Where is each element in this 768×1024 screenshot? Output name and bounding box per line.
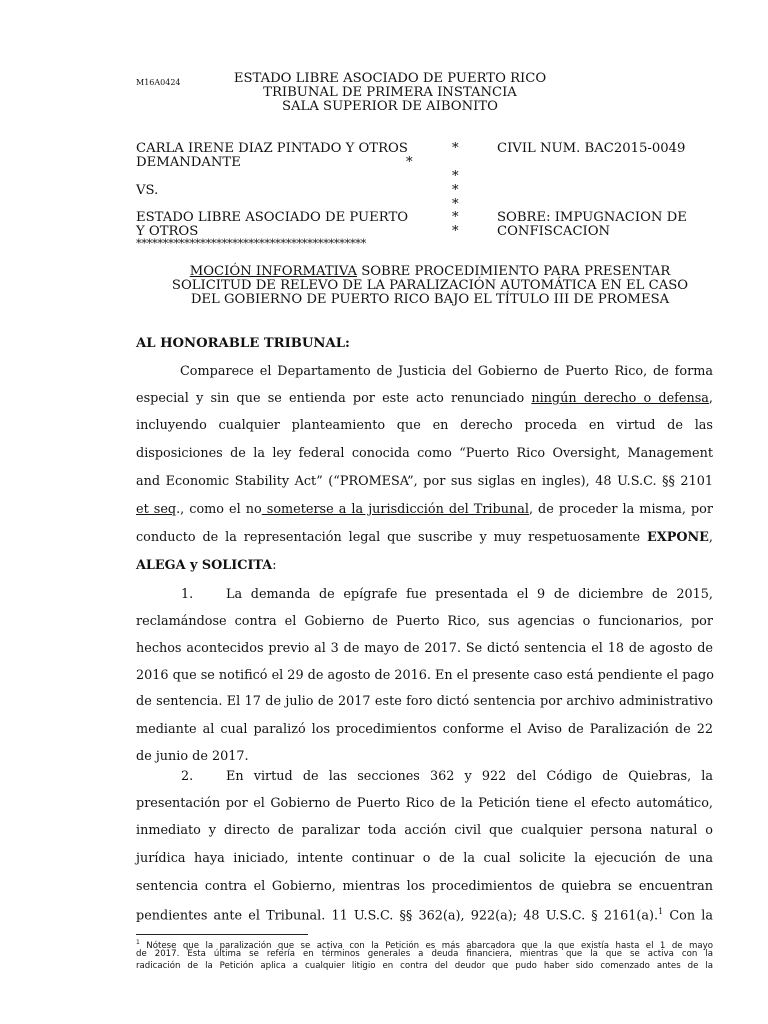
intro-line bbox=[136, 530, 713, 545]
versus-label: VS. bbox=[136, 183, 159, 198]
paragraph-line: jurídica haya iniciado, intente continuar o de la cual solicite la ejecución de una bbox=[136, 851, 713, 866]
paragraph-line: hechos acontecidos previo al 3 de mayo de 2017. Se dictó sentencia el 18 de agosto de bbox=[136, 641, 713, 656]
motion-title-underlined: MOCIÓN INFORMATIVA bbox=[189, 264, 357, 279]
case-subject-detail: CONFISCACION bbox=[497, 224, 611, 239]
caption-star: * bbox=[452, 169, 459, 184]
case-number: CIVIL NUM. BAC2015-0049 bbox=[497, 141, 686, 156]
caption-star: * bbox=[452, 141, 459, 156]
paragraph-line: sentencia contra el Gobierno, mientras los procedimientos de quiebra se encuentran bbox=[136, 879, 713, 894]
intro-text: , bbox=[708, 530, 713, 545]
caption-star: * bbox=[406, 155, 413, 170]
intro-text: : bbox=[272, 558, 277, 573]
court-room: SALA SUPERIOR DE AIBONITO bbox=[282, 99, 498, 114]
paragraph-line bbox=[136, 907, 713, 923]
intro-text: especial y sin que se entienda por este acto renunciado bbox=[136, 391, 532, 406]
footnote-reference[interactable]: 1 bbox=[658, 907, 664, 916]
intro-bold: ALEGA y SOLICITA bbox=[136, 558, 273, 573]
intro-underlined: ningún derecho o defensa bbox=[531, 391, 709, 406]
paragraph-line: inmediato y directo de paralizar toda acción civil que cualquier persona natural o bbox=[136, 823, 713, 838]
intro-text: , de proceder la misma, por bbox=[528, 502, 713, 517]
motion-title bbox=[140, 265, 720, 279]
intro-underlined: et seq bbox=[136, 502, 177, 517]
caption-star: * bbox=[452, 224, 459, 239]
caption-star: * bbox=[452, 210, 459, 225]
caption-separator: ******************************************* bbox=[136, 237, 366, 250]
intro-text: conducto de la representación legal que suscribe y muy respetuosamente bbox=[136, 530, 648, 545]
intro-line bbox=[136, 502, 713, 517]
plaintiff-name: CARLA IRENE DIAZ PINTADO Y OTROS bbox=[136, 141, 408, 156]
footnote-text: Nótese que la paralización que se activa con la Petición es más abarcadora que la que existía hasta el 1 de mayo bbox=[139, 940, 713, 951]
defendant-others: Y OTROS bbox=[136, 224, 199, 239]
paragraph-line: presentación por el Gobierno de Puerto Rico de la Petición tiene el efecto automático, bbox=[136, 796, 713, 811]
footnote-mark: 1 bbox=[136, 939, 140, 946]
footnote-line: radicación de la Petición aplica a cualquier litigio en contra del deudor que pudo haber sido comenzado antes de la bbox=[136, 961, 713, 971]
paragraph-line: reclamándose contra el Gobierno de Puerto Rico, sus agencias o funcionarios, por bbox=[136, 614, 713, 629]
paragraph-line: En virtud de las secciones 362 y 922 del Código de Quiebras, la bbox=[226, 769, 713, 784]
intro-line: and Economic Stability Act” (“PROMESA”, por sus siglas en ingles), 48 U.S.C. §§ 2101 bbox=[136, 474, 713, 489]
footnote-line: de 2017. Esta última se refería en términos generales a deuda financiera, mientras que la que se activa con la bbox=[136, 949, 713, 959]
defendant-name: ESTADO LIBRE ASOCIADO DE PUERTO bbox=[136, 210, 409, 225]
paragraph-text: Con la bbox=[663, 908, 713, 924]
motion-title-rest: SOBRE PROCEDIMIENTO PARA PRESENTAR bbox=[357, 264, 671, 279]
paragraph-line: mediante al cual paralizó los procedimientos conforme el Aviso de Paralización de 22 bbox=[136, 722, 713, 737]
intro-line: incluyendo cualquier planteamiento que en derecho proceda en virtud de las bbox=[136, 418, 713, 433]
intro-line bbox=[136, 558, 713, 573]
intro-line bbox=[136, 391, 713, 406]
intro-text: , bbox=[708, 391, 713, 406]
case-subject: SOBRE: IMPUGNACION DE bbox=[497, 210, 687, 225]
paragraph-line: La demanda de epígrafe fue presentada el 9 de diciembre de 2015, bbox=[226, 587, 713, 602]
paragraph-text: pendientes ante el Tribunal. 11 U.S.C. §§ 362(a), 922(a); 48 U.S.C. § 2161(a). bbox=[136, 908, 659, 924]
paragraph-line: 2016 que se notificó el 29 de agosto de 2016. En el presente caso está pendiente el pago bbox=[136, 668, 714, 683]
intro-underlined: someterse a la jurisdicción del Tribunal bbox=[261, 502, 529, 517]
intro-line: Comparece el Departamento de Justicia del Gobierno de Puerto Rico, de forma bbox=[180, 364, 713, 379]
caption-star: * bbox=[452, 183, 459, 198]
paragraph-line: de sentencia. El 17 de julio de 2017 este foro dictó sentencia por archivo administrativo bbox=[136, 694, 713, 709]
paragraph-number: 2. bbox=[181, 769, 194, 784]
motion-title-line3: DEL GOBIERNO DE PUERTO RICO BAJO EL TÍTULO III DE PROMESA bbox=[190, 292, 670, 307]
paragraph-number: 1. bbox=[181, 587, 194, 602]
intro-bold: EXPONE bbox=[647, 530, 709, 545]
caption-star: * bbox=[452, 197, 459, 212]
plaintiff-role: DEMANDANTE bbox=[136, 155, 241, 170]
intro-line: disposiciones de la ley federal conocida como “Puerto Rico Oversight, Management bbox=[136, 446, 713, 461]
court-name: ESTADO LIBRE ASOCIADO DE PUERTO RICO bbox=[233, 71, 547, 86]
paragraph-line: de junio de 2017. bbox=[136, 749, 249, 764]
intro-text: ., como el no bbox=[176, 502, 262, 517]
salutation: AL HONORABLE TRIBUNAL: bbox=[136, 336, 350, 351]
motion-title-line2: SOLICITUD DE RELEVO DE LA PARALIZACIÓN AUTOMÁTICA EN EL CASO bbox=[171, 278, 689, 293]
footnote-divider bbox=[136, 934, 308, 935]
court-instance: TRIBUNAL DE PRIMERA INSTANCIA bbox=[263, 85, 517, 100]
document-code: M16A0424 bbox=[136, 78, 181, 87]
